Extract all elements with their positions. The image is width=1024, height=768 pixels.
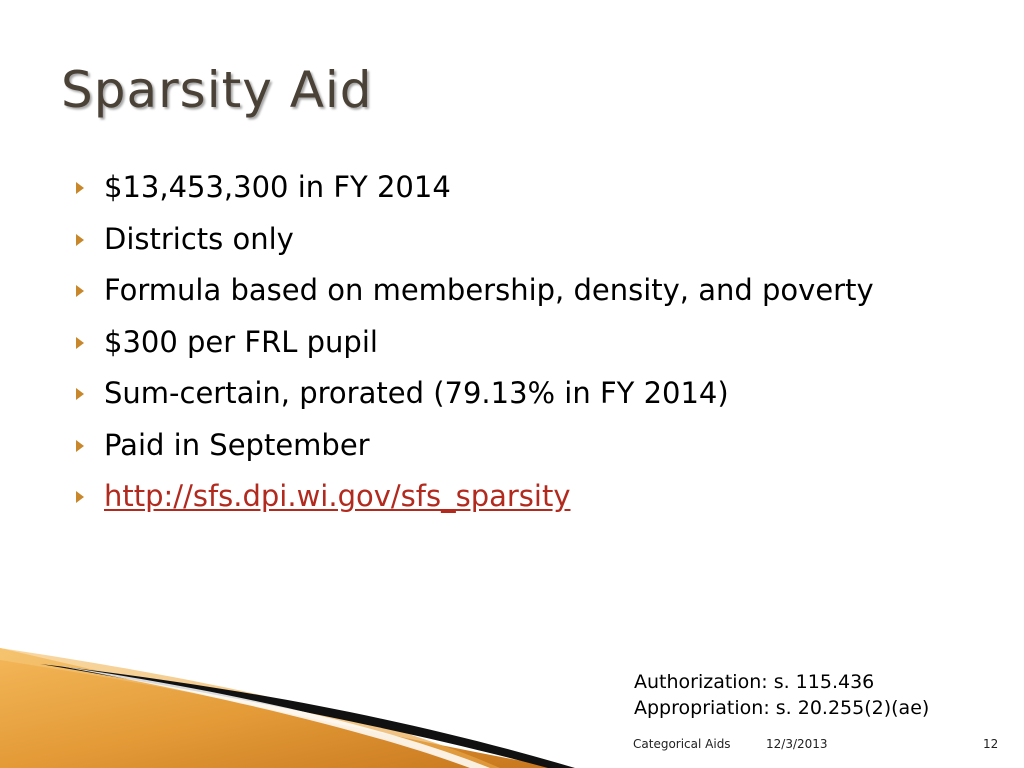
bullet-arrow-icon xyxy=(76,285,84,297)
bullet-item xyxy=(74,269,954,312)
bullet-arrow-icon xyxy=(76,182,84,194)
appropriation-text: Appropriation: s. 20.255(2)(ae) xyxy=(634,697,930,719)
bullet-item xyxy=(74,166,954,209)
statute-references xyxy=(634,669,929,721)
bullet-text: Paid in September xyxy=(104,427,370,462)
bullet-text: $300 per FRL pupil xyxy=(104,324,378,359)
footer-date: 12/3/2013 xyxy=(766,737,828,751)
bullet-arrow-icon xyxy=(76,440,84,452)
bullet-arrow-icon xyxy=(76,234,84,246)
sparsity-aid-link[interactable]: http://sfs.dpi.wi.gov/sfs_sparsity xyxy=(104,479,571,513)
footer-section: Categorical Aids xyxy=(633,737,731,751)
bullet-item xyxy=(74,424,954,467)
bullet-arrow-icon xyxy=(76,388,84,400)
bullet-item xyxy=(74,372,954,415)
bullet-item xyxy=(74,321,954,364)
bullet-text: Formula based on membership, density, and poverty xyxy=(104,273,874,307)
bullet-list xyxy=(74,166,954,527)
bullet-item-link xyxy=(74,475,954,518)
bullet-arrow-icon xyxy=(76,337,84,349)
slide-title: Sparsity Aid xyxy=(61,61,373,119)
footer-page-number: 12 xyxy=(983,737,999,751)
authorization-text: Authorization: s. 115.436 xyxy=(634,671,875,693)
bullet-item xyxy=(74,218,954,261)
bullet-text: Sum-certain, prorated (79.13% in FY 2014) xyxy=(104,376,729,410)
bullet-text: $13,453,300 in FY 2014 xyxy=(104,170,451,204)
bullet-arrow-icon xyxy=(76,491,84,503)
bullet-text: Districts only xyxy=(104,221,294,256)
